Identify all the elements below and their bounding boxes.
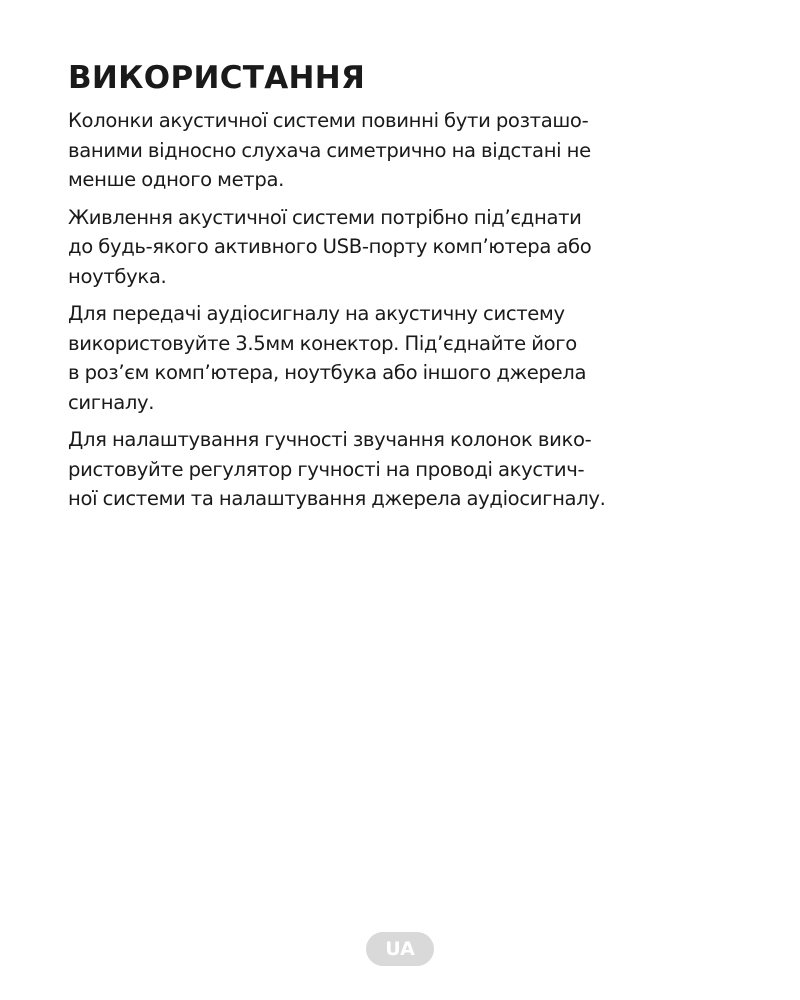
paragraph-line: до будь-якого активного USB-порту комп’ютера або [68,235,592,258]
paragraph-line: сигналу. [68,390,155,414]
language-page-tag: UA [366,932,434,966]
document-body [68,58,738,522]
paragraph-line: Колонки акустичної системи повинні бути розташо- [68,109,589,132]
paragraph-line: ристовуйте регулятор гучності на проводі акустич- [68,457,585,481]
paragraph-volume [68,425,738,514]
paragraph-audio-input [68,299,738,417]
paragraph-line: ноутбука. [68,264,167,288]
page-title: ВИКОРИСТАННЯ [68,60,366,96]
paragraph-line: ваними відносно слухача симетрично на відстані не [68,138,591,162]
paragraph-line: використовуйте 3.5мм конектор. Під’єднайте його [68,331,577,355]
paragraph-line: Для налаштування гучності звучання колонок вико- [68,428,592,451]
paragraph-line: в роз’єм комп’ютера, ноутбука або іншого джерела [68,361,587,384]
paragraph-power [68,203,738,292]
paragraph-line: Живлення акустичної системи потрібно під’єднати [68,205,582,229]
paragraph-line: Для передачі аудіосигналу на акустичну систему [68,302,565,325]
paragraph-line: ної системи та налаштування джерела аудіосигналу. [68,487,606,510]
paragraph-speaker-placement [68,106,738,195]
paragraph-line: менше одного метра. [68,168,284,191]
